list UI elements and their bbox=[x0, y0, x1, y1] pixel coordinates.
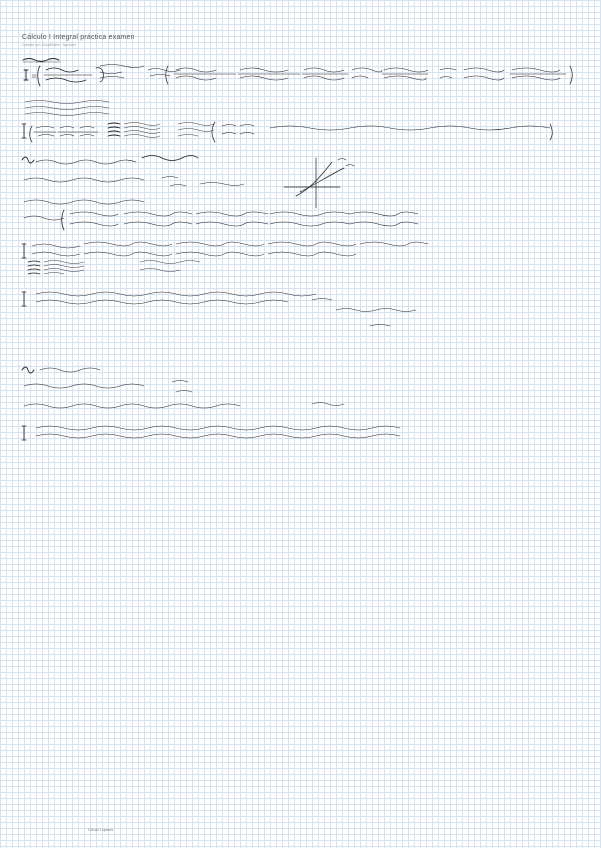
handwriting-block-problem-2 bbox=[22, 156, 428, 327]
handwriting-block-partial-fractions bbox=[25, 101, 109, 116]
handwriting-block-problem-3 bbox=[22, 367, 400, 440]
handwriting-block-integral-2 bbox=[22, 122, 552, 142]
page-footer: Cálculo I apuntes bbox=[88, 828, 114, 832]
page-title: Cálculo I Integral práctica examen bbox=[22, 34, 135, 41]
axes-graph bbox=[284, 158, 354, 208]
page-subtitle: Creado con GoodNotes · Apuntes bbox=[22, 43, 76, 47]
handwriting-block-examen bbox=[23, 59, 572, 87]
